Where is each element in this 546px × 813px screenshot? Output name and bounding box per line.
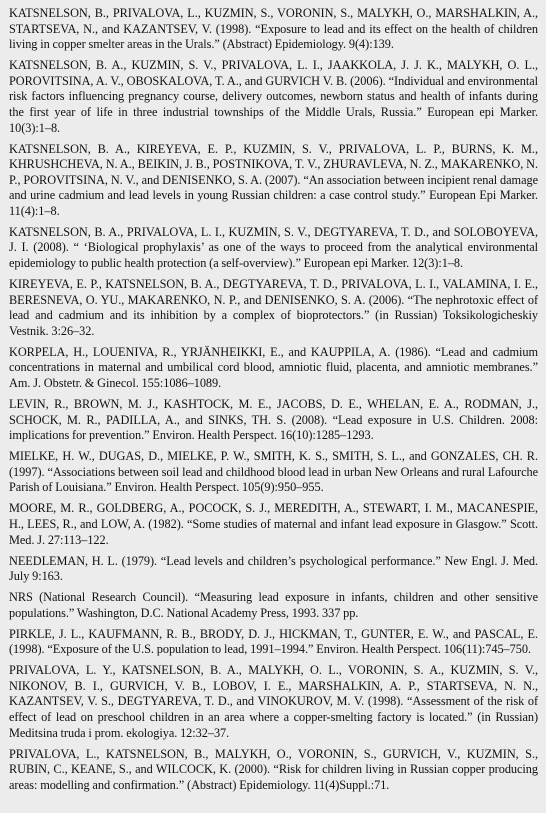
reference-entry: KATSNELSON, B., PRIVALOVA, L., KUZMIN, S., VORONIN, S., MALYKH, O., MARSHALKIN, A., STARTSEVA, N., and KAZANTSEV, V. (1998). “Exposure to lead and its effect on the health of children living in copper smelter areas in the Urals.” (Abstract) Epidemiology. 9(4):139. xyxy=(9,6,538,52)
reference-entry: KIREYEVA, E. P., KATSNELSON, B. A., DEGTYAREVA, T. D., PRIVALOVA, L. I., VALAMINA, I. E., BERESNEVA, O. YU., MAKARENKO, N. P., and DENISENKO, S. A. (2006). “The nephrotoxic effect of lead and cadmium and its inhibition by a complex of bioprotectors.” (in Russian) Toksikologicheskiy Vestnik. 3:26–32. xyxy=(9,277,538,338)
reference-entry: NRS (National Research Council). “Measuring lead exposure in infants, children and other sensitive populations.” Washington, D.C. National Academy Press, 1993. 337 pp. xyxy=(9,590,538,620)
reference-entry: LEVIN, R., BROWN, M. J., KASHTOCK, M. E., JACOBS, D. E., WHELAN, E. A., RODMAN, J., SCHOCK, M. R., PADILLA, A., and SINKS, TH. S. (2008). “Lead exposure in U.S. Children. 2008: implications for prevention.” Environ. Health Perspect. 16(10):1285–1293. xyxy=(9,397,538,443)
reference-entry: KORPELA, H., LOUENIVA, R., YRJÄNHEIKKI, E., and KAUPPILA, A. (1986). “Lead and cadmium concentrations in maternal and umbilical cord blood, amniotic fluid, placenta, and amniotic membranes.” Am. J. Obstetr. & Ginecol. 155:1086–1089. xyxy=(9,344,538,391)
reference-entry: PIRKLE, J. L., KAUFMANN, R. B., BRODY, D. J., HICKMAN, T., GUNTER, E. W., and PASCAL, E. (1998). “Exposure of the U.S. population to lead, 1991–1994.” Environ. Health Perspect. 106(11):745–750. xyxy=(9,626,538,657)
reference-entry: NEEDLEMAN, H. L. (1979). “Lead levels and children’s psychological performance.” New Engl. J. Med. July 9:163. xyxy=(9,553,538,584)
reference-entry: KATSNELSON, B. A., KIREYEVA, E. P., KUZMIN, S. V., PRIVALOVA, L. P., BURNS, K. M., KHRUSHCHEVA, N. A., BEIKIN, J. B., POSTNIKOVA, T. V., ZHURAVLEVA, N. Z., MAKARENKO, N. P., POROVITSINA, N. V., and DENISENKO, S. A. (2007). “An association between incipient renal damage and urine cadmium and lead levels in young Russian children: a case control study.” European Epi Marker. 11(4):1–8. xyxy=(9,141,538,218)
reference-entry: MIELKE, H. W., DUGAS, D., MIELKE, P. W., SMITH, K. S., SMITH, S. L., and GONZALES, CH. R. (1997). “Associations between soil lead and childhood blood lead in urban New Orleans and rural Lafourche Parish of Louisiana.” Environ. Health Perspect. 105(9):950–955. xyxy=(9,449,538,495)
reference-entry: PRIVALOVA, L., KATSNELSON, B., MALYKH, O., VORONIN, S., GURVICH, V., KUZMIN, S., RUBIN, C., KEANE, S., and WILCOCK, K. (2000). “Risk for children living in Russian copper producing areas: modelling and confirmation.” (Abstract) Epidemiology. 11(4)Suppl.:71. xyxy=(9,746,538,792)
reference-list xyxy=(9,6,538,793)
reference-entry: PRIVALOVA, L. Y., KATSNELSON, B. A., MALYKH, O. L., VORONIN, S. A., KUZMIN, S. V., NIKONOV, B. I., GURVICH, V. B., LOBOV, I. E., MARSHALKIN, A. P., STARTSEVA, N. N., KAZANTSEV, V. S., DEGTYAREVA, T. D., and VINOKUROV, M. V. (1998). “Assessment of the risk of effect of lead on preschool children in an area where a copper-smelting factory is located.” (in Russian) Meditsina truda i prom. ekologiya. 12:32–37. xyxy=(9,663,538,740)
reference-entry: KATSNELSON, B. A., KUZMIN, S. V., PRIVALOVA, L. I., JAAKKOLA, J. J. K., MALYKH, O. L., POROVITSINA, A. V., OBOSKALOVA, T. A., and GURVICH V. B. (2006). “Individual and environmental risk factors influencing pregnancy course, delivery outcomes, newborn status and health of infants during the first year of life in three industrial townships of the Middle Urals, Russia.” European epi Marker. 10(3):1–8. xyxy=(9,58,538,135)
reference-entry: MOORE, M. R., GOLDBERG, A., POCOCK, S. J., MEREDITH, A., STEWART, I. M., MACANESPIE, H., LEES, R., and LOW, A. (1982). “Some studies of maternal and infant lead exposure in Glasgow.” Scott. Med. J. 27:113–122. xyxy=(9,501,538,547)
reference-entry: KATSNELSON, B. A., PRIVALOVA, L. I., KUZMIN, S. V., DEGTYAREVA, T. D., and SOLOBOYEVA, J. I. (2008). “ ‘Biological prophylaxis’ as one of the ways to proceed from the analytical environmental epidemiology to public health protection (a self-overview).” European epi Marker. 12(3):1–8. xyxy=(9,224,538,271)
